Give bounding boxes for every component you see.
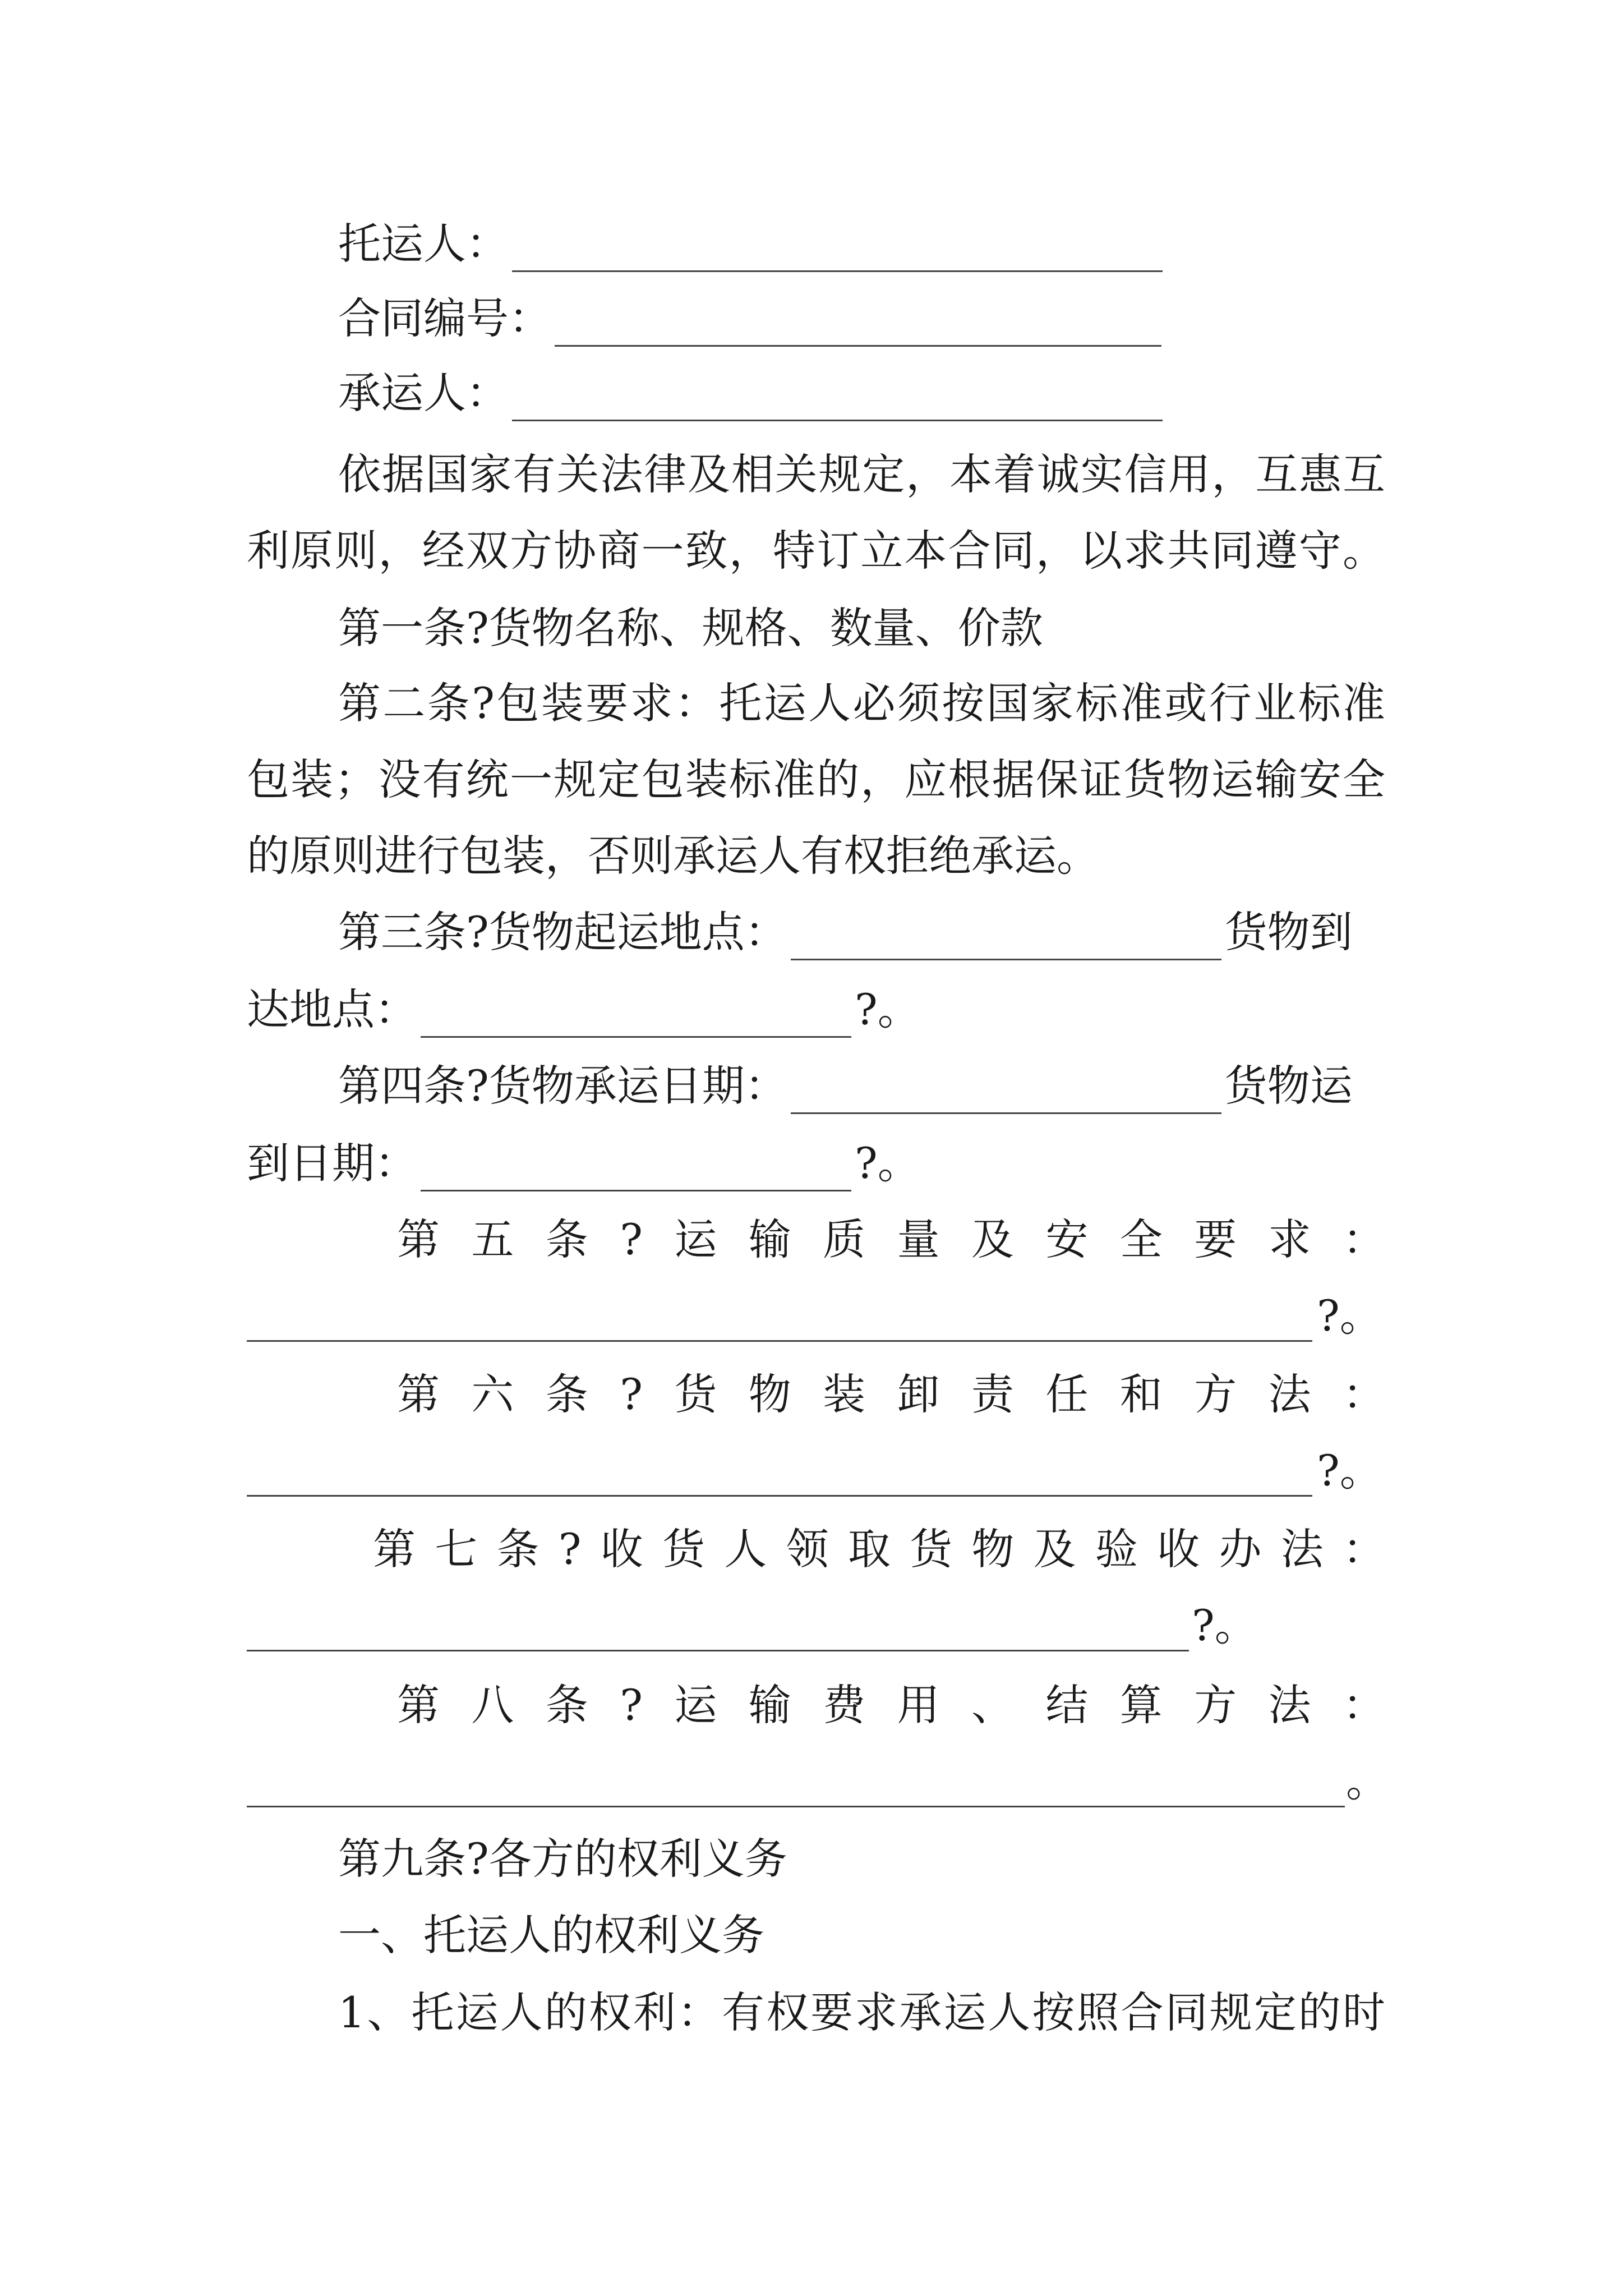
article-4-line-1: [338, 1058, 1385, 1114]
article-4-arrival-date-label: 到日期：: [247, 1138, 417, 1188]
article-8-tail: 。: [1346, 1756, 1389, 1806]
shipper-field: [338, 216, 1385, 272]
article-4-line-1-tail: 货物运: [1224, 1061, 1353, 1111]
shipper-blank[interactable]: [512, 231, 1163, 272]
shipper-label: 托运人：: [338, 219, 509, 269]
contract-no-field: [338, 291, 1385, 347]
article-2-line-3: 的原则进行包装，否则承运人有权拒绝承运。: [247, 831, 1099, 881]
article-4-line-2: [247, 1135, 1385, 1191]
article-5-label: 第五条?运输质量及安全要求：: [397, 1214, 1385, 1264]
destination-blank[interactable]: [421, 997, 851, 1038]
article-3-origin-label: 第三条?货物起运地点：: [338, 907, 787, 957]
article-6-blank[interactable]: [247, 1493, 1312, 1497]
article-4-ship-date-label: 第四条?货物承运日期：: [338, 1061, 787, 1111]
article-7-label: 第七条?收货人领取货物及验收办法：: [373, 1524, 1385, 1574]
intro-line-1: 依据国家有关法律及相关规定，本着诚实信用，互惠互: [338, 449, 1385, 499]
contract-no-label: 合同编号：: [338, 293, 551, 343]
article-2-line-1: 第二条?包装要求：托运人必须按国家标准或行业标准: [338, 678, 1385, 728]
article-3-line-2: [247, 982, 1385, 1038]
article-3-destination-label: 达地点：: [247, 984, 417, 1034]
article-5-tail: ?。: [1317, 1291, 1382, 1341]
carrier-blank[interactable]: [512, 380, 1163, 421]
carrier-label: 承运人：: [338, 368, 509, 418]
arrival-date-blank[interactable]: [421, 1151, 851, 1191]
origin-blank[interactable]: [791, 919, 1221, 960]
item-1-line: 1、托运人的权利：有权要求承运人按照合同规定的时: [338, 1987, 1385, 2037]
article-1: 第一条?货物名称、规格、数量、价款: [338, 603, 1043, 653]
article-7-blank[interactable]: [247, 1648, 1189, 1651]
article-3-line-1: [338, 904, 1385, 960]
ship-date-blank[interactable]: [791, 1073, 1221, 1114]
article-3-line-2-tail: ?。: [855, 984, 920, 1034]
carrier-field: [338, 365, 1385, 421]
intro-line-2: 利原则，经双方协商一致，特订立本合同，以求共同遵守。: [247, 526, 1385, 576]
contract-no-blank[interactable]: [555, 306, 1161, 347]
article-4-line-2-tail: ?。: [855, 1138, 920, 1188]
article-2-line-2: 包装；没有统一规定包装标准的，应根据保证货物运输安全: [247, 754, 1385, 804]
section-1-heading: 一、托运人的权利义务: [338, 1910, 764, 1960]
article-7-tail: ?。: [1192, 1600, 1257, 1650]
article-3-line-1-tail: 货物到: [1224, 907, 1353, 957]
article-8-blank[interactable]: [247, 1804, 1345, 1807]
article-6-label: 第六条?货物装卸责任和方法：: [397, 1369, 1385, 1419]
article-5-blank[interactable]: [247, 1338, 1312, 1342]
article-9: 第九条?各方的权利义务: [338, 1834, 787, 1884]
article-6-tail: ?。: [1317, 1446, 1382, 1496]
article-8-label: 第八条?运输费用、结算方法：: [397, 1680, 1385, 1730]
